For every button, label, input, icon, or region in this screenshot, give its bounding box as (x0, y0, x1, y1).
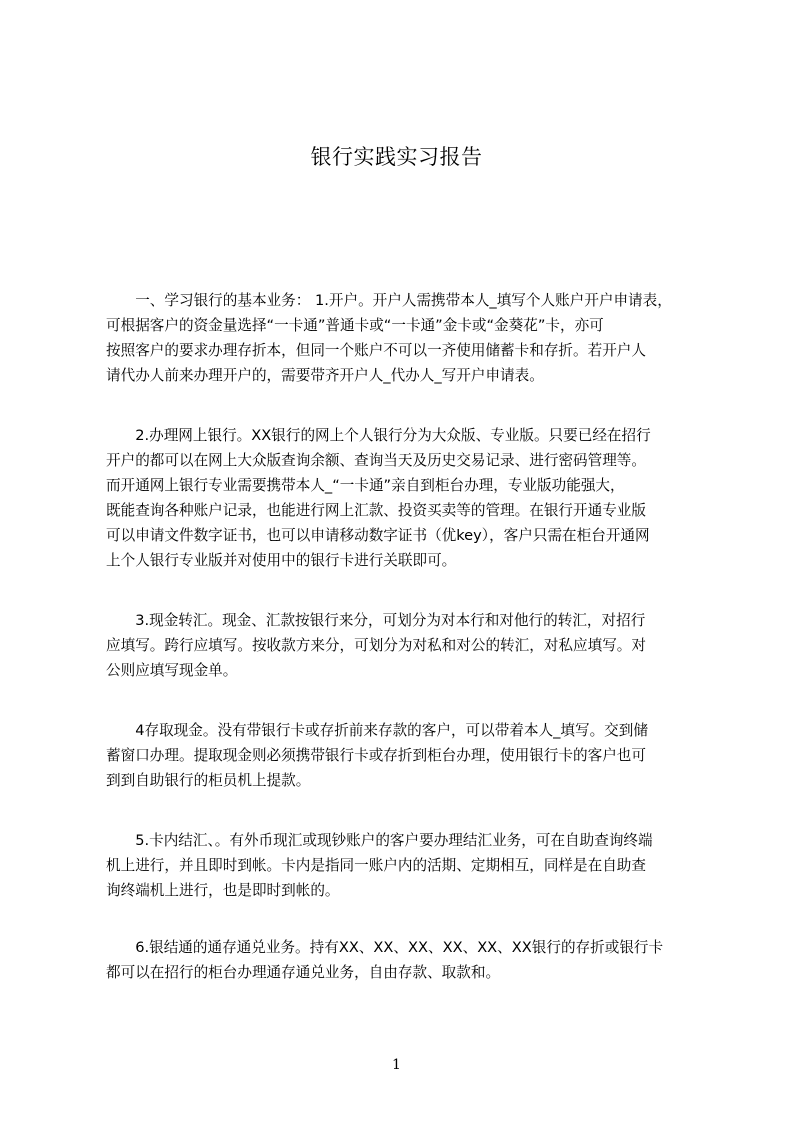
paragraph-line: 可根据客户的资金量选择“一卡通”普通卡或“一卡通”金卡或“金葵花”卡，亦可 (106, 317, 604, 334)
paragraph-basic-business (106, 288, 718, 388)
paragraph-line: 可以申请文件数字证书，也可以申请移动数字证书（优key），客户只需在柜台开通网 (106, 527, 650, 544)
paragraph-line: 上个人银行专业版并对使用中的银行卡进行关联即可。 (106, 552, 457, 569)
paragraph-line: 6.银结通的通存通兑业务。持有XX、XX、XX、XX、XX、XX银行的存折或银行卡 (106, 939, 664, 956)
paragraph-line: 3.现金转汇。现金、汇款按银行来分，可划分为对本行和对他行的转汇，对招行 (106, 612, 646, 629)
paragraph-line: 2.办理网上银行。XX银行的网上个人银行分为大众版、专业版。只要已经在招行 (106, 427, 651, 444)
paragraph-line: 到到自助银行的柜员机上提款。 (106, 772, 311, 789)
paragraph-online-banking (106, 423, 718, 573)
paragraph-line: 既能查询各种账户记录，也能进行网上汇款、投资买卖等的管理。在银行开通专业版 (106, 502, 646, 519)
paragraph-line: 请代办人前来办理开户的，需要带齐开户人_代办人_写开户申请表。 (106, 367, 544, 384)
paragraph-line: 而开通网上银行专业需要携带本人_“一卡通”亲自到柜台办理，专业版功能强大， (106, 477, 625, 494)
paragraph-line: 询终端机上进行，也是即时到帐的。 (106, 882, 340, 899)
paragraph-line: 4存取现金。没有带银行卡或存折前来存款的客户，可以带着本人_填写。交到储 (106, 722, 648, 739)
paragraph-line: 公则应填写现金单。 (106, 662, 238, 679)
paragraph-line: 一、学习银行的基本业务： 1.开户。开户人需携带本人_填写个人账户开户申请表， (106, 292, 672, 309)
paragraph-cash-transfer (106, 608, 718, 683)
paragraph-line: 5.卡内结汇、。有外币现汇或现钞账户的客户要办理结汇业务，可在自助查询终端 (106, 832, 653, 849)
page-number: 1 (392, 1057, 401, 1073)
paragraph-line: 机上进行，并且即时到帐。卡内是指同一账户内的活期、定期相互，同样是在自助查 (106, 857, 646, 874)
paragraph-line: 蓄窗口办理。提取现金则必须携带银行卡或存折到柜台办理，使用银行卡的客户也可 (106, 747, 646, 764)
page-title: 银行实践实习报告 (310, 145, 483, 169)
paragraph-universal-deposit (106, 935, 718, 985)
paragraph-line: 应填写。跨行应填写。按收款方来分，可划分为对私和对公的转汇，对私应填写。对 (106, 637, 646, 654)
paragraph-line: 都可以在招行的柜台办理通存通兑业务，自由存款、取款和。 (106, 964, 501, 981)
paragraph-line: 开户的都可以在网上大众版查询余额、查询当天及历史交易记录、进行密码管理等。 (106, 452, 646, 469)
paragraph-line: 按照客户的要求办理存折本，但同一个账户不可以一齐使用储蓄卡和存折。若开户人 (106, 342, 646, 359)
paragraph-currency-settlement (106, 828, 718, 903)
paragraph-deposit-withdraw (106, 718, 718, 793)
